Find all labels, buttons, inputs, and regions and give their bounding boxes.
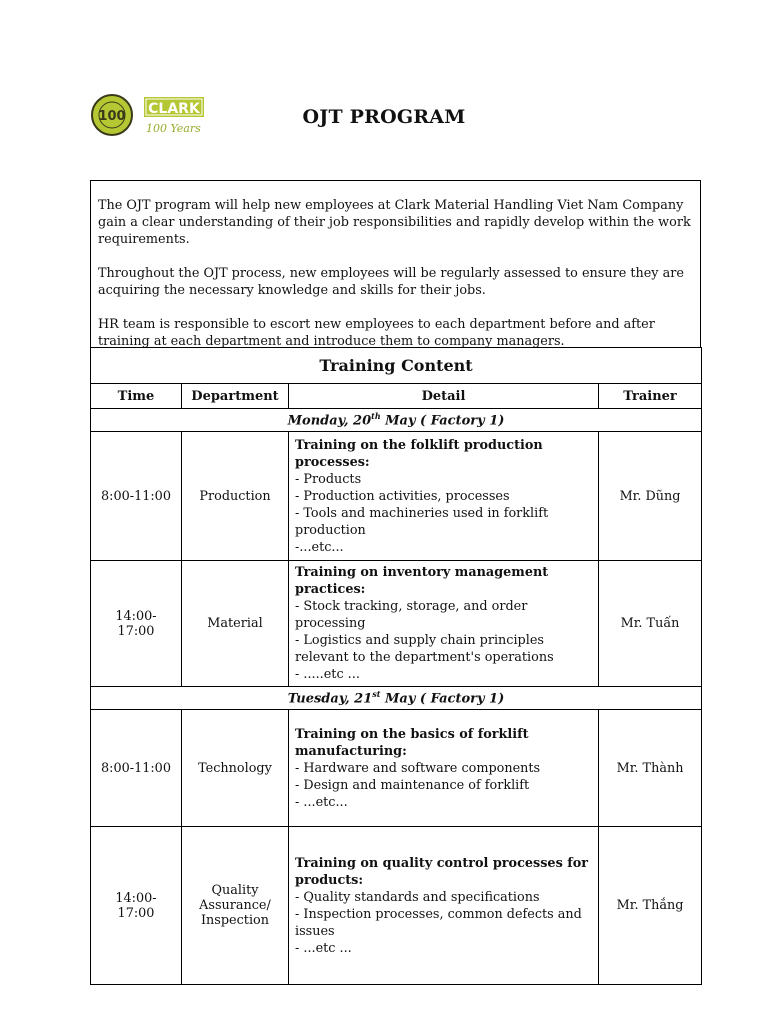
table-row xyxy=(91,432,702,561)
intro-box xyxy=(90,180,701,348)
session-trainer: Mr. Thành xyxy=(599,710,702,827)
column-header-department: Department xyxy=(182,384,289,409)
session-department: Production xyxy=(182,432,289,561)
detail-line: - ...etc... xyxy=(295,794,348,810)
session-trainer: Mr. Dũng xyxy=(599,432,702,561)
detail-line: - Inspection processes, common defects and issues xyxy=(295,906,582,939)
session-time: 8:00-11:00 xyxy=(91,432,182,561)
table-row xyxy=(91,710,702,827)
day-header: Monday, 20th May ( Factory 1) xyxy=(91,409,702,432)
detail-line: - Design and maintenance of forklift xyxy=(295,777,530,793)
session-department: Material xyxy=(182,561,289,687)
session-detail xyxy=(289,561,599,687)
detail-line: - Quality standards and specifications xyxy=(295,889,540,905)
training-content-heading: Training Content xyxy=(91,348,702,384)
detail-line: - Hardware and software components xyxy=(295,760,541,776)
page-title: OJT PROGRAM xyxy=(302,106,466,128)
column-header-time: Time xyxy=(91,384,182,409)
day-header: Tuesday, 21st May ( Factory 1) xyxy=(91,687,702,710)
training-table xyxy=(90,347,702,985)
detail-title: Training on the folklift production processes: xyxy=(295,437,543,470)
column-header-trainer: Trainer xyxy=(599,384,702,409)
detail-line: -...etc... xyxy=(295,539,344,555)
detail-title: Training on the basics of forklift manufacturing: xyxy=(295,726,529,759)
session-trainer: Mr. Tuấn xyxy=(599,561,702,687)
session-detail xyxy=(289,827,599,985)
detail-line: - ...etc ... xyxy=(295,940,352,956)
detail-title: Training on inventory management practices: xyxy=(295,565,549,597)
detail-line: - Stock tracking, storage, and order processing xyxy=(295,599,528,631)
session-time: 8:00-11:00 xyxy=(91,710,182,827)
logo-brand-text: CLARK xyxy=(148,101,200,117)
session-detail xyxy=(289,432,599,561)
detail-line: - Tools and machineries used in forklift production xyxy=(295,505,549,538)
session-trainer: Mr. Thắng xyxy=(599,827,702,985)
detail-line: - .....etc ... xyxy=(295,667,360,682)
detail-line: - Production activities, processes xyxy=(295,488,510,504)
session-department: Quality Assurance/ Inspection xyxy=(182,827,289,985)
detail-title: Training on quality control processes for products: xyxy=(295,855,589,888)
detail-line: - Products xyxy=(295,471,362,487)
intro-paragraph: The OJT program will help new employees at Clark Material Handling Viet Nam Company gain a clear understanding of their job responsibilities and rapidly develop within the work requirements. xyxy=(98,198,691,247)
intro-paragraph: HR team is responsible to escort new employees to each department before and after training at each department and introduce them to company managers. xyxy=(98,317,655,349)
session-detail xyxy=(289,710,599,827)
session-time: 14:00-17:00 xyxy=(91,561,182,687)
table-row xyxy=(91,561,702,687)
detail-line: - Logistics and supply chain principles relevant to the department's operations xyxy=(295,633,554,665)
session-department: Technology xyxy=(182,710,289,827)
svg-text:100: 100 xyxy=(98,109,126,124)
logo-tagline: 100 Years xyxy=(146,122,201,135)
session-time: 14:00-17:00 xyxy=(91,827,182,985)
table-row xyxy=(91,827,702,985)
intro-paragraph: Throughout the OJT process, new employees will be regularly assessed to ensure they are acquiring the necessary knowledge and skills for their jobs. xyxy=(98,266,684,298)
column-header-detail: Detail xyxy=(289,384,599,409)
